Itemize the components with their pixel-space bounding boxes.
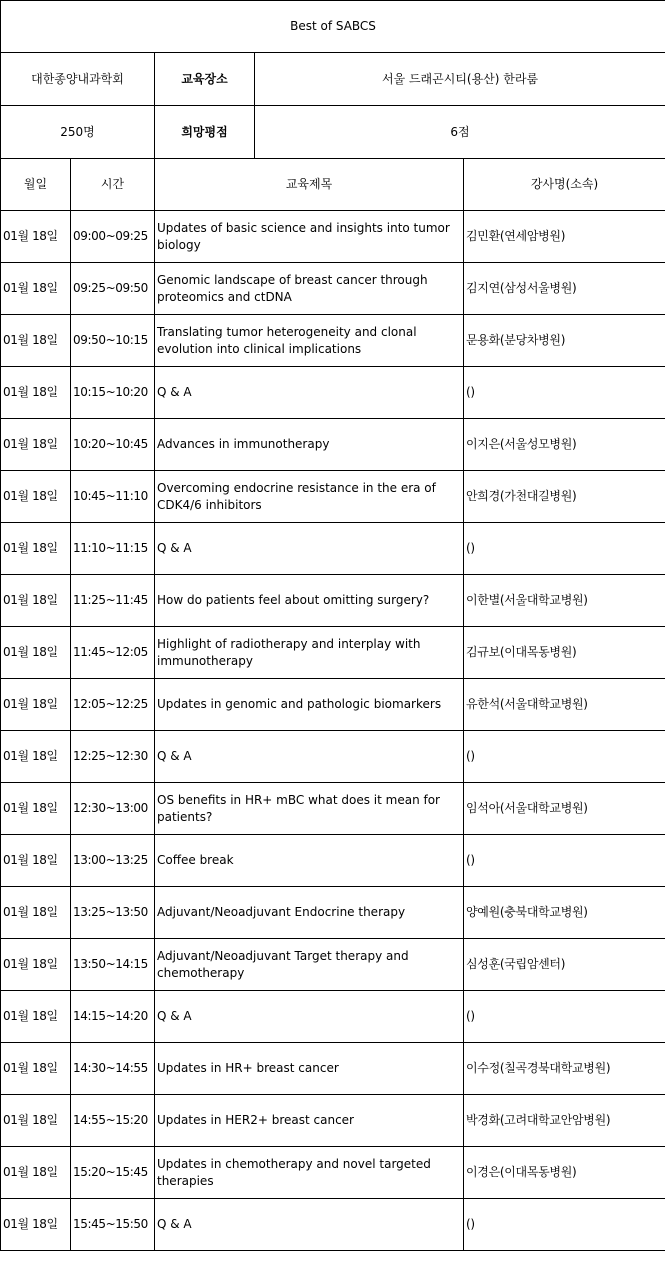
header-date: 월일 [1, 159, 71, 211]
row-speaker: 문용화(분당차병원) [464, 315, 665, 367]
table-row [1, 419, 665, 471]
table-row [1, 315, 665, 367]
row-time: 11:10~11:15 [71, 523, 155, 575]
row-title: Updates in HR+ breast cancer [155, 1043, 464, 1095]
title-row [1, 1, 665, 53]
table-row [1, 367, 665, 419]
row-time: 14:55~15:20 [71, 1095, 155, 1147]
row-title: How do patients feel about omitting surgery? [155, 575, 464, 627]
table-row [1, 887, 665, 939]
table-row [1, 835, 665, 887]
capacity: 250명 [1, 106, 155, 159]
table-row [1, 1199, 665, 1251]
table-row [1, 731, 665, 783]
row-time: 09:00~09:25 [71, 211, 155, 263]
row-title: Updates in chemotherapy and novel targeted therapies [155, 1147, 464, 1199]
row-speaker: 김지연(삼성서울병원) [464, 263, 665, 315]
row-time: 12:30~13:00 [71, 783, 155, 835]
row-date: 01월 18일 [1, 263, 71, 315]
info-row-capacity [1, 106, 665, 159]
row-date: 01월 18일 [1, 1199, 71, 1251]
row-date: 01월 18일 [1, 1147, 71, 1199]
schedule-body [1, 1, 665, 1251]
row-time: 15:20~15:45 [71, 1147, 155, 1199]
row-speaker: () [464, 731, 665, 783]
table-row [1, 1095, 665, 1147]
row-speaker: 김규보(이대목동병원) [464, 627, 665, 679]
organizer: 대한종양내과학회 [1, 53, 155, 106]
info-row-capacity-wrap [155, 106, 665, 159]
row-speaker: 심성훈(국립암센터) [464, 939, 665, 991]
page-title: Best of SABCS [1, 1, 665, 53]
row-date: 01월 18일 [1, 471, 71, 523]
row-speaker: () [464, 1199, 665, 1251]
row-title: Q & A [155, 367, 464, 419]
row-time: 10:20~10:45 [71, 419, 155, 471]
row-speaker: 안희경(가천대길병원) [464, 471, 665, 523]
row-time: 14:30~14:55 [71, 1043, 155, 1095]
row-date: 01월 18일 [1, 679, 71, 731]
venue-label: 교육장소 [155, 53, 255, 105]
row-date: 01월 18일 [1, 835, 71, 887]
table-row [1, 471, 665, 523]
header-speaker: 강사명(소속) [464, 159, 665, 211]
info-row-venue-inner [155, 53, 665, 105]
row-time: 10:45~11:10 [71, 471, 155, 523]
row-time: 15:45~15:50 [71, 1199, 155, 1251]
row-title: Updates in genomic and pathologic biomarkers [155, 679, 464, 731]
row-date: 01월 18일 [1, 575, 71, 627]
row-speaker: 이지은(서울성모병원) [464, 419, 665, 471]
info-row-capacity-inner-row [155, 106, 665, 158]
row-time: 13:25~13:50 [71, 887, 155, 939]
row-speaker: 이한별(서울대학교병원) [464, 575, 665, 627]
row-speaker: 유한석(서울대학교병원) [464, 679, 665, 731]
row-title: Highlight of radiotherapy and interplay with immunotherapy [155, 627, 464, 679]
row-title: Q & A [155, 731, 464, 783]
table-row [1, 1043, 665, 1095]
venue-text: 서울 드래곤시티(용산) 한라룸 [381, 71, 539, 86]
table-row [1, 991, 665, 1043]
row-time: 12:25~12:30 [71, 731, 155, 783]
venue-value [255, 53, 665, 105]
row-title: Coffee break [155, 835, 464, 887]
row-time: 11:25~11:45 [71, 575, 155, 627]
row-speaker: 이경은(이대목동병원) [464, 1147, 665, 1199]
table-row [1, 523, 665, 575]
table-row [1, 627, 665, 679]
row-date: 01월 18일 [1, 1043, 71, 1095]
row-title: Q & A [155, 991, 464, 1043]
row-time: 13:50~14:15 [71, 939, 155, 991]
row-title: Q & A [155, 523, 464, 575]
row-time: 11:45~12:05 [71, 627, 155, 679]
row-date: 01월 18일 [1, 887, 71, 939]
row-time: 10:15~10:20 [71, 367, 155, 419]
row-time: 14:15~14:20 [71, 991, 155, 1043]
info-row-venue [1, 53, 665, 106]
row-date: 01월 18일 [1, 367, 71, 419]
table-row [1, 575, 665, 627]
header-time: 시간 [71, 159, 155, 211]
row-speaker: () [464, 367, 665, 419]
row-time: 09:50~10:15 [71, 315, 155, 367]
row-title: Translating tumor heterogeneity and clonal evolution into clinical implications [155, 315, 464, 367]
row-speaker: () [464, 523, 665, 575]
table-header-row [1, 159, 665, 211]
info-row-venue-inner-row [155, 53, 665, 105]
row-speaker: () [464, 991, 665, 1043]
header-title: 교육제목 [155, 159, 464, 211]
row-title: Advances in immunotherapy [155, 419, 464, 471]
table-row [1, 1147, 665, 1199]
row-time: 13:00~13:25 [71, 835, 155, 887]
row-speaker: 양예원(충북대학교병원) [464, 887, 665, 939]
row-title: Adjuvant/Neoadjuvant Endocrine therapy [155, 887, 464, 939]
points-value: 6점 [450, 124, 470, 139]
row-date: 01월 18일 [1, 1095, 71, 1147]
row-date: 01월 18일 [1, 991, 71, 1043]
points-label: 희망평점 [155, 106, 255, 158]
row-title: Overcoming endocrine resistance in the era of CDK4/6 inhibitors [155, 471, 464, 523]
row-speaker: 김민환(연세암병원) [464, 211, 665, 263]
row-date: 01월 18일 [1, 939, 71, 991]
row-title: Updates in HER2+ breast cancer [155, 1095, 464, 1147]
table-row [1, 679, 665, 731]
row-speaker: () [464, 835, 665, 887]
row-title: Genomic landscape of breast cancer through proteomics and ctDNA [155, 263, 464, 315]
row-date: 01월 18일 [1, 627, 71, 679]
row-date: 01월 18일 [1, 731, 71, 783]
row-title: Adjuvant/Neoadjuvant Target therapy and chemotherapy [155, 939, 464, 991]
row-date: 01월 18일 [1, 315, 71, 367]
row-speaker: 박경화(고려대학교안암병원) [464, 1095, 665, 1147]
row-speaker: 이수정(칠곡경북대학교병원) [464, 1043, 665, 1095]
row-title: Updates of basic science and insights into tumor biology [155, 211, 464, 263]
row-date: 01월 18일 [1, 523, 71, 575]
row-time: 12:05~12:25 [71, 679, 155, 731]
info-row-capacity-inner [155, 106, 665, 158]
row-date: 01월 18일 [1, 211, 71, 263]
row-title: Q & A [155, 1199, 464, 1251]
row-time: 09:25~09:50 [71, 263, 155, 315]
info-row-venue-wrap [155, 53, 665, 106]
row-date: 01월 18일 [1, 783, 71, 835]
table-row [1, 783, 665, 835]
row-title: OS benefits in HR+ mBC what does it mean for patients? [155, 783, 464, 835]
table-row [1, 939, 665, 991]
table-row [1, 263, 665, 315]
row-date: 01월 18일 [1, 419, 71, 471]
row-speaker: 임석아(서울대학교병원) [464, 783, 665, 835]
table-row [1, 211, 665, 263]
